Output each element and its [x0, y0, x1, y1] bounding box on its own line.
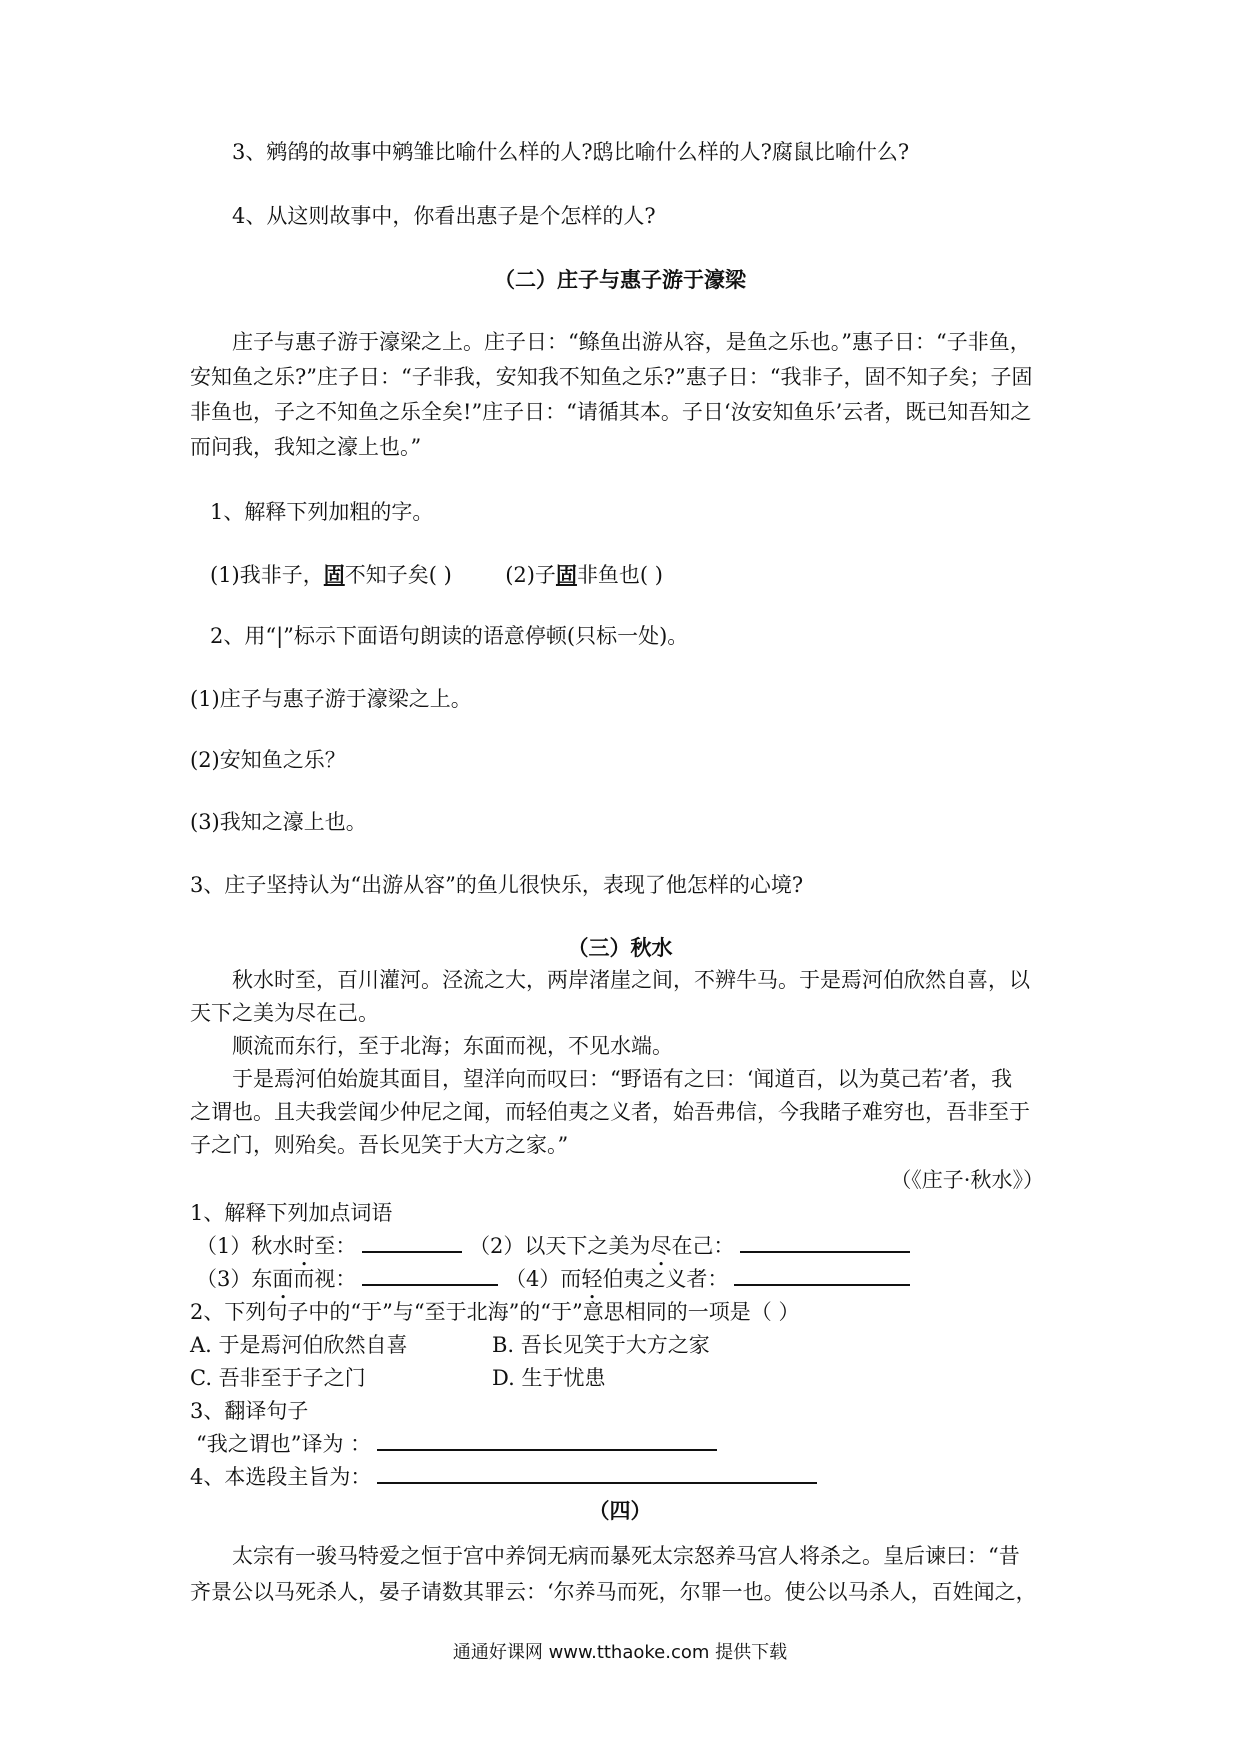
section-4-title: （四） — [588, 1498, 652, 1523]
option-a: A. 于是焉河伯欣然自喜 — [190, 1333, 408, 1357]
question-1-row-1 — [196, 1234, 910, 1271]
q4-label: 4、本选段主旨为： — [190, 1465, 372, 1489]
answer-blank[interactable] — [734, 1283, 910, 1286]
q1a-bold-char: 固 — [323, 562, 345, 587]
passage-line: 而问我，我知之濠上也。” — [190, 435, 422, 459]
answer-blank[interactable] — [377, 1481, 817, 1484]
question-4 — [190, 1465, 817, 1490]
q1b-suffix: 非鱼也( ) — [576, 563, 663, 587]
section-3-title: （三）秋水 — [567, 935, 673, 960]
q1a-prefix: （1）秋水 — [196, 1234, 294, 1258]
passage-line: 之谓也。且夫我尝闻少仲尼之闻，而轻伯夷之义者，始吾弗信，今我睹子难穷也，吾非至于 — [190, 1100, 1030, 1124]
question-1-items — [210, 562, 663, 588]
q1d-dotted-char: 轻 — [581, 1267, 603, 1291]
question-2-item: (2)安知鱼之乐？ — [190, 748, 346, 772]
answer-blank[interactable] — [377, 1448, 717, 1451]
question-3: 3、鹓鹐的故事中鹓雏比喻什么样的人?鸱比喻什么样的人?腐鼠比喻什么? — [232, 140, 910, 164]
passage-line: 天下之美为尽在己。 — [190, 1001, 379, 1025]
q1d-prefix: （4）而 — [505, 1267, 582, 1291]
q1b-prefix: (2)子 — [505, 563, 556, 587]
passage-line: 顺流而东行，至于北海；东面而视，不见水端。 — [232, 1034, 673, 1058]
answer-blank[interactable] — [362, 1250, 462, 1253]
q1d-suffix: 伯夷之义者： — [602, 1267, 729, 1291]
question-3: 3、庄子坚持认为“出游从容”的鱼儿很快乐，表现了他怎样的心境? — [190, 873, 804, 897]
question-4: 4、从这则故事中，你看出惠子是个怎样的人? — [232, 204, 656, 228]
q1c-dotted-char: 面 — [272, 1267, 294, 1291]
q1a-dotted-char: 时 — [293, 1234, 315, 1258]
section-2-title: （二）庄子与惠子游于濠梁 — [494, 267, 746, 292]
question-1: 1、解释下列加点词语 — [190, 1201, 393, 1225]
passage-line: 子之门，则殆矣。吾长见笑于大方之家。” — [190, 1133, 569, 1157]
q1c-prefix: （3）东 — [196, 1267, 273, 1291]
option-b: B. 吾长见笑于大方之家 — [492, 1333, 710, 1357]
answer-blank[interactable] — [740, 1250, 910, 1253]
question-2-item: (1)庄子与惠子游于濠梁之上。 — [190, 687, 472, 711]
q1b-suffix: 在己： — [671, 1234, 735, 1258]
answer-blank[interactable] — [362, 1283, 498, 1286]
passage-line: 秋水时至，百川灌河。泾流之大，两岸渚崖之间，不辨牛马。于是焉河伯欣然自喜，以 — [232, 968, 1030, 992]
question-2: 2、下列句子中的“于”与“至于北海”的“于”意思相同的一项是（ ） — [190, 1300, 800, 1324]
q1b-dotted-char: 尽 — [650, 1234, 672, 1258]
question-1: 1、解释下列加粗的字。 — [210, 500, 434, 524]
passage-line: 安知鱼之乐?”庄子日：“子非我，安知我不知鱼之乐?”惠子日：“我非子，固不知子矣；子固 — [190, 365, 1033, 389]
page-footer: 通通好课网 www.tthaoke.com 提供下载 — [452, 1642, 788, 1663]
question-2: 2、用“|”标示下面语句朗读的语意停顿(只标一处)。 — [210, 624, 689, 648]
q1a-suffix: 至： — [314, 1234, 357, 1258]
q1b-bold-char: 固 — [555, 562, 577, 587]
q1b-prefix: （2）以天下之美为 — [469, 1234, 651, 1258]
passage-line: 太宗有一骏马特爱之恒于宫中养饲无病而暴死太宗怒养马宫人将杀之。皇后谏曰：“昔 — [232, 1544, 1020, 1568]
q1c-suffix: 而视： — [293, 1267, 357, 1291]
q1a-suffix: 不知子矣( ) — [344, 563, 452, 587]
passage-line: 非鱼也，子之不知鱼之乐全矣!”庄子日：“请循其本。子日‘汝安知鱼乐’云者，既已知吾知之 — [190, 400, 1032, 424]
question-1-row-2 — [196, 1267, 910, 1304]
question-3: 3、翻译句子 — [190, 1399, 309, 1423]
q1a-prefix: (1)我非子， — [210, 563, 324, 587]
source-citation: （《庄子·秋水》） — [890, 1168, 1044, 1192]
option-c: C. 吾非至于子之门 — [190, 1366, 366, 1390]
question-2-item: (3)我知之濠上也。 — [190, 810, 367, 834]
q3a-label: “我之谓也”译为 ： — [196, 1432, 372, 1456]
passage-line: 齐景公以马死杀人，晏子请数其罪云：‘尔养马而死，尔罪一也。使公以马杀人，百姓闻之， — [190, 1580, 1037, 1604]
passage-line: 庄子与惠子游于濠梁之上。庄子日：“鲦鱼出游从容，是鱼之乐也。”惠子日：“子非鱼， — [232, 330, 1031, 354]
question-3-item — [196, 1432, 717, 1457]
option-d: D. 生于忧患 — [492, 1366, 606, 1390]
passage-line: 于是焉河伯始旋其面目，望洋向而叹曰：“野语有之曰：‘闻道百，以为莫己若’者，我 — [232, 1067, 1013, 1091]
